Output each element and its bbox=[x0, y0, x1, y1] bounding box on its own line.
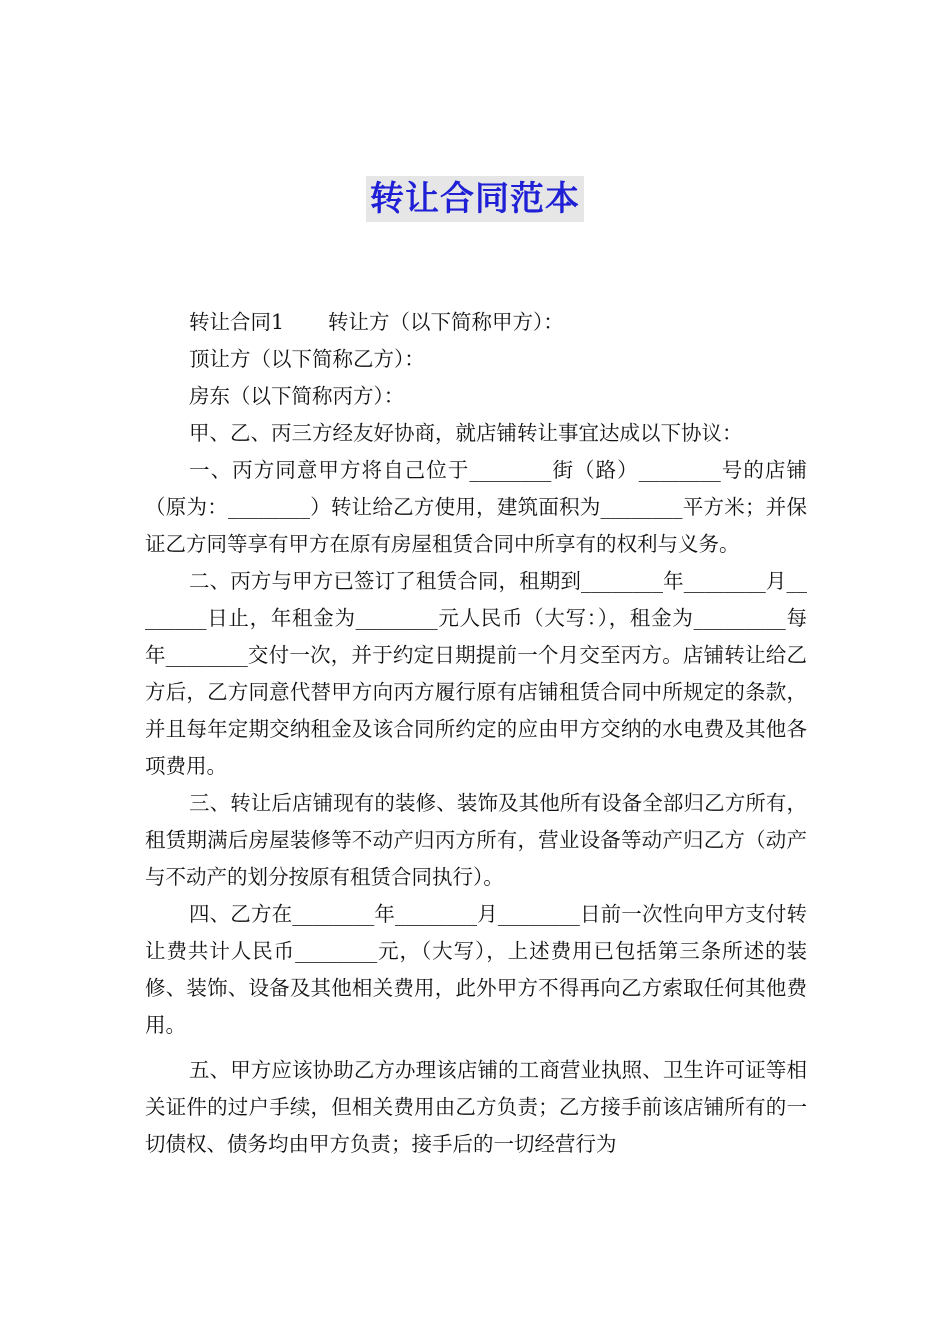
title-container bbox=[0, 176, 950, 222]
line-transferor bbox=[145, 304, 807, 341]
transferor-label: 转让方（以下简称甲方）： bbox=[328, 310, 564, 334]
clause-1: 一、丙方同意甲方将自己位于________街（路）________号的店铺（原为：________）转让给乙方使用，建筑面积为________平方米；并保证乙方同等享有甲方在原有房屋租赁合同中所享有的权利与义务。 bbox=[145, 458, 807, 556]
line-agreement-intro: 甲、乙、丙三方经友好协商，就店铺转让事宜达成以下协议： bbox=[189, 421, 743, 445]
clause-2: 二、丙方与甲方已签订了租赁合同，租期到________年________月________日止，年租金为________元人民币（大写：），租金为_________每年________交付一次，并于约定日期提前一个月交至丙方。店铺转让给乙方后，乙方同意代替甲方向丙方履行原有店铺租赁合同中所规定的条款，并且每年定期交纳租金及该合同所约定的应由甲方交纳的水电费及其他各项费用。 bbox=[145, 569, 807, 778]
line-transferee: 顶让方（以下简称乙方）： bbox=[189, 347, 425, 371]
clause-5: 五、甲方应该协助乙方办理该店铺的工商营业执照、卫生许可证等相关证件的过户手续，但相关费用由乙方负责；乙方接手前该店铺所有的一切债权、债务均由甲方负责；接手后的一切经营行为 bbox=[145, 1058, 807, 1156]
document-title: 转让合同范本 bbox=[366, 176, 584, 222]
clause-3: 三、转让后店铺现有的装修、装饰及其他所有设备全部归乙方所有，租赁期满后房屋装修等不动产归丙方所有，营业设备等动产归乙方（动产与不动产的划分按原有租赁合同执行）。 bbox=[145, 791, 807, 889]
line-landlord: 房东（以下简称丙方）： bbox=[189, 384, 405, 408]
clause-4: 四、乙方在________年________月________日前一次性向甲方支付转让费共计人民币________元，（大写），上述费用已包括第三条所述的装修、装饰、设备及其他相关费用，此外甲方不得再向乙方索取任何其他费用。 bbox=[145, 902, 807, 1037]
contract-number-label: 转让合同1 bbox=[189, 310, 285, 334]
document-body bbox=[145, 304, 807, 1163]
